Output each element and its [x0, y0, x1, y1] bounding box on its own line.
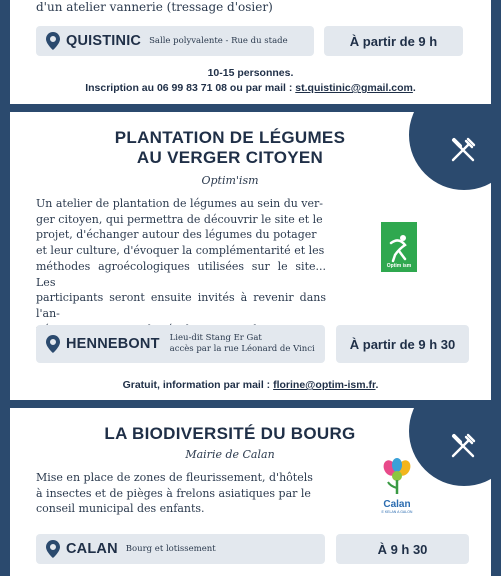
optim-ism-logo-text: Optim ism — [386, 263, 412, 269]
event-title-line1: PLANTATION DE LÉGUMES — [114, 128, 346, 147]
event-description — [36, 470, 326, 517]
description-line: Mise en place de zones de fleurissement, d'hôtels — [36, 471, 313, 484]
location-address: Bourg et lotissement — [125, 543, 216, 554]
event-time: À partir de 9 h — [324, 26, 463, 56]
description-line: méthodes agroécologiques utilisées sur le site... Les — [36, 259, 326, 289]
event-title: LA BIODIVERSITÉ DU BOURG — [104, 424, 356, 443]
description-line: et leur culture, d'évoquer la complémentarité et les — [36, 244, 325, 258]
event-card-calan — [10, 408, 491, 576]
description-line: ger citoyen, qui permettra de découvrir le site et le — [36, 212, 323, 226]
optim-ism-logo — [381, 222, 417, 272]
location-pin-icon — [46, 32, 60, 50]
optim-ism-figure-icon — [387, 233, 411, 263]
description-line: Un atelier de plantation de légumes au sein du ver- — [36, 197, 324, 210]
event-title-line2: AU VERGER CITOYEN — [136, 148, 324, 167]
location-pin-icon — [46, 335, 60, 353]
fork-knife-icon — [447, 430, 479, 462]
calan-logo-name: Calan — [383, 499, 411, 510]
event-card-quistinic — [10, 0, 491, 104]
calan-flower-icon — [376, 456, 418, 496]
description-line: conseil municipal des enfants. — [36, 502, 205, 516]
description-line: projet, d'échanger autour des légumes du potager — [36, 228, 317, 242]
calan-logo-tagline: E KELAN A GALON — [381, 510, 413, 514]
event-organizer: Mairie de Calan — [185, 448, 275, 461]
location-box — [36, 26, 314, 56]
location-box — [36, 534, 325, 564]
info-capacity: 10-15 personnes. — [207, 67, 294, 79]
calan-logo — [376, 456, 418, 512]
event-card-hennebont — [10, 112, 491, 400]
location-box — [36, 325, 325, 363]
event-description-tail: d'un atelier vannerie (tressage d'osier) — [36, 0, 273, 14]
info-contact: Gratuit, information par mail : florine@optim-ism.fr. — [122, 379, 379, 391]
fork-knife-icon — [447, 134, 479, 166]
event-description — [36, 196, 326, 337]
location-address: Lieu-dit Stang Er Gat accès par la rue Léonard de Vinci — [169, 333, 315, 354]
contact-email-link[interactable]: florine@optim-ism.fr — [273, 379, 376, 391]
event-time: À partir de 9 h 30 — [336, 325, 469, 363]
description-line: à insectes et de pièges à frelons asiatiques par le — [36, 486, 311, 500]
location-pin-icon — [46, 540, 60, 558]
location-city: CALAN — [66, 541, 118, 557]
contact-email-link[interactable]: st.quistinic@gmail.com — [295, 82, 413, 94]
event-time: À 9 h 30 — [336, 534, 469, 564]
description-line: participants seront ensuite invités à revenir dans l'an- — [36, 291, 326, 320]
location-city: HENNEBONT — [66, 336, 160, 352]
event-organizer: Optim'ism — [201, 174, 259, 187]
info-registration: Inscription au 06 99 83 71 08 ou par mail : st.quistinic@gmail.com. — [85, 82, 416, 94]
location-city: QUISTINIC — [66, 33, 142, 49]
location-address: Salle polyvalente - Rue du stade — [149, 35, 288, 46]
